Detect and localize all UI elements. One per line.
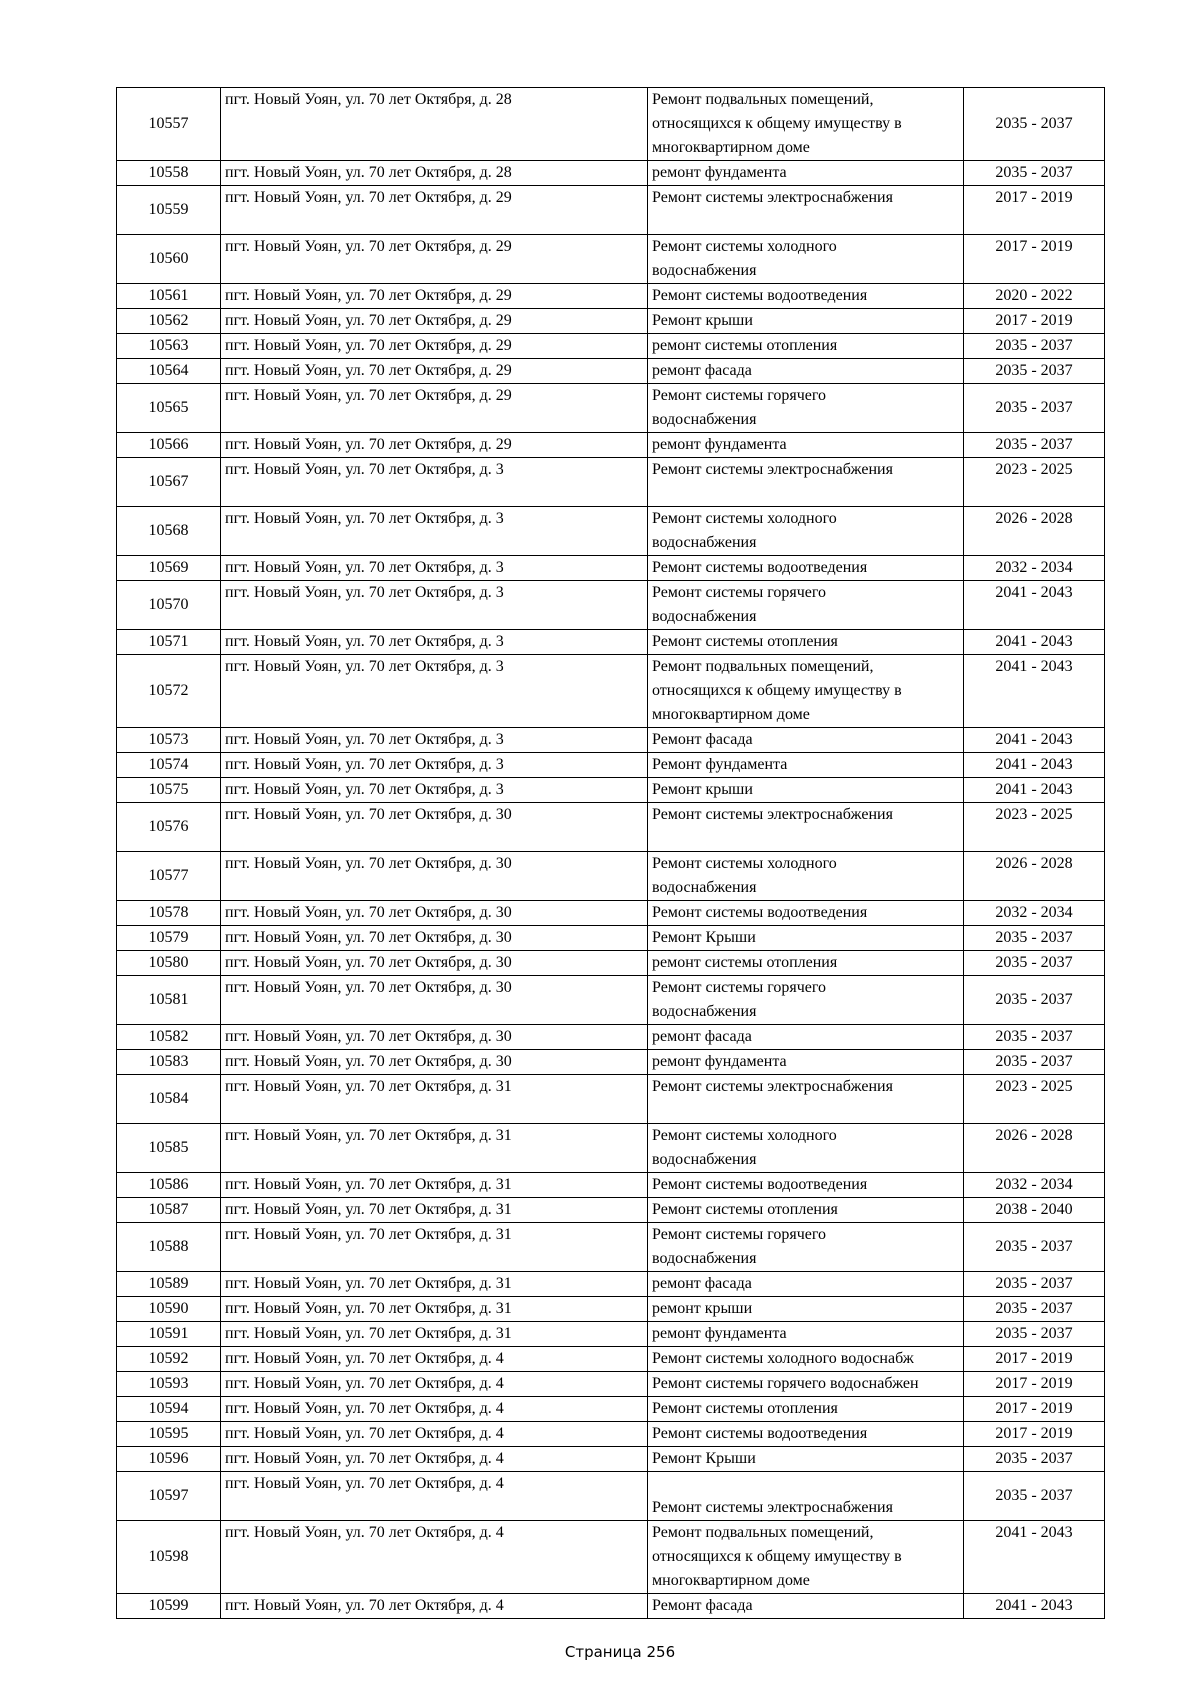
- period-cell: 2023 - 2025: [964, 803, 1105, 852]
- row-number-cell: 10599: [117, 1594, 221, 1619]
- row-number-cell: 10594: [117, 1397, 221, 1422]
- row-number-cell: 10576: [117, 803, 221, 852]
- table-row: [117, 284, 1105, 309]
- address-cell: пгт. Новый Уоян, ул. 70 лет Октября, д. 31: [221, 1075, 648, 1124]
- address-cell: пгт. Новый Уоян, ул. 70 лет Октября, д. 30: [221, 803, 648, 852]
- row-number-cell: 10587: [117, 1198, 221, 1223]
- period-cell: 2017 - 2019: [964, 1397, 1105, 1422]
- row-number-cell: 10581: [117, 976, 221, 1025]
- period-cell: 2017 - 2019: [964, 1422, 1105, 1447]
- table-row: [117, 753, 1105, 778]
- work-type-cell: ремонт крыши: [648, 1297, 964, 1322]
- period-cell: 2017 - 2019: [964, 1347, 1105, 1372]
- table-body: [117, 88, 1105, 1619]
- address-cell: пгт. Новый Уоян, ул. 70 лет Октября, д. 3: [221, 458, 648, 507]
- address-cell: пгт. Новый Уоян, ул. 70 лет Октября, д. 29: [221, 359, 648, 384]
- work-type-cell: Ремонт системы холодного водоснабж: [648, 1347, 964, 1372]
- address-cell: пгт. Новый Уоян, ул. 70 лет Октября, д. 29: [221, 284, 648, 309]
- period-cell: 2041 - 2043: [964, 728, 1105, 753]
- period-cell: 2032 - 2034: [964, 1173, 1105, 1198]
- row-number-cell: 10568: [117, 507, 221, 556]
- table-row: [117, 161, 1105, 186]
- row-number-cell: 10575: [117, 778, 221, 803]
- row-number-cell: 10565: [117, 384, 221, 433]
- work-type-cell: Ремонт системы холодного водоснабжения: [648, 1124, 964, 1173]
- address-cell: пгт. Новый Уоян, ул. 70 лет Октября, д. 30: [221, 951, 648, 976]
- address-cell: пгт. Новый Уоян, ул. 70 лет Октября, д. 31: [221, 1124, 648, 1173]
- period-cell: 2038 - 2040: [964, 1198, 1105, 1223]
- table-row: [117, 581, 1105, 630]
- work-type-cell: Ремонт подвальных помещений, относящихся к общему имуществу в многоквартирном доме: [648, 1521, 964, 1594]
- work-type-cell: Ремонт крыши: [648, 309, 964, 334]
- row-number-cell: 10558: [117, 161, 221, 186]
- period-cell: 2035 - 2037: [964, 334, 1105, 359]
- period-cell: 2035 - 2037: [964, 1472, 1105, 1521]
- row-number-cell: 10570: [117, 581, 221, 630]
- period-cell: 2017 - 2019: [964, 309, 1105, 334]
- period-cell: 2035 - 2037: [964, 433, 1105, 458]
- address-cell: пгт. Новый Уоян, ул. 70 лет Октября, д. 28: [221, 161, 648, 186]
- table-row: [117, 1397, 1105, 1422]
- row-number-cell: 10564: [117, 359, 221, 384]
- period-cell: 2041 - 2043: [964, 753, 1105, 778]
- table-row: [117, 1422, 1105, 1447]
- address-cell: пгт. Новый Уоян, ул. 70 лет Октября, д. 30: [221, 976, 648, 1025]
- period-cell: 2035 - 2037: [964, 1050, 1105, 1075]
- row-number-cell: 10585: [117, 1124, 221, 1173]
- work-type-cell: ремонт фундамента: [648, 433, 964, 458]
- work-type-cell: Ремонт системы водоотведения: [648, 556, 964, 581]
- work-type-cell: Ремонт фундамента: [648, 753, 964, 778]
- period-cell: 2035 - 2037: [964, 1447, 1105, 1472]
- table-row: [117, 88, 1105, 161]
- row-number-cell: 10559: [117, 186, 221, 235]
- page-number: Страница 256: [564, 1643, 676, 1661]
- period-cell: 2041 - 2043: [964, 581, 1105, 630]
- table-row: [117, 1472, 1105, 1521]
- period-cell: 2032 - 2034: [964, 556, 1105, 581]
- work-type-cell: ремонт системы отопления: [648, 951, 964, 976]
- work-type-cell: ремонт фундамента: [648, 161, 964, 186]
- address-cell: пгт. Новый Уоян, ул. 70 лет Октября, д. 3: [221, 778, 648, 803]
- address-cell: пгт. Новый Уоян, ул. 70 лет Октября, д. 29: [221, 235, 648, 284]
- address-cell: пгт. Новый Уоян, ул. 70 лет Октября, д. 30: [221, 1050, 648, 1075]
- table-row: [117, 1050, 1105, 1075]
- period-cell: 2026 - 2028: [964, 507, 1105, 556]
- table-row: [117, 556, 1105, 581]
- row-number-cell: 10557: [117, 88, 221, 161]
- row-number-cell: 10591: [117, 1322, 221, 1347]
- row-number-cell: 10597: [117, 1472, 221, 1521]
- address-cell: пгт. Новый Уоян, ул. 70 лет Октября, д. 4: [221, 1472, 648, 1521]
- row-number-cell: 10567: [117, 458, 221, 507]
- work-type-cell: Ремонт Крыши: [648, 1447, 964, 1472]
- table-row: [117, 901, 1105, 926]
- table-row: [117, 728, 1105, 753]
- work-type-cell: ремонт фасада: [648, 1272, 964, 1297]
- work-type-cell: Ремонт системы горячего водоснабжения: [648, 384, 964, 433]
- table-row: [117, 458, 1105, 507]
- period-cell: 2017 - 2019: [964, 1372, 1105, 1397]
- table-row: [117, 235, 1105, 284]
- row-number-cell: 10583: [117, 1050, 221, 1075]
- table-row: [117, 951, 1105, 976]
- work-type-cell: Ремонт системы горячего водоснабжения: [648, 976, 964, 1025]
- address-cell: пгт. Новый Уоян, ул. 70 лет Октября, д. 4: [221, 1397, 648, 1422]
- row-number-cell: 10561: [117, 284, 221, 309]
- address-cell: пгт. Новый Уоян, ул. 70 лет Октября, д. 3: [221, 753, 648, 778]
- table-row: [117, 1594, 1105, 1619]
- period-cell: 2041 - 2043: [964, 778, 1105, 803]
- period-cell: 2035 - 2037: [964, 1297, 1105, 1322]
- address-cell: пгт. Новый Уоян, ул. 70 лет Октября, д. 31: [221, 1322, 648, 1347]
- row-number-cell: 10569: [117, 556, 221, 581]
- work-type-cell: Ремонт системы электроснабжения: [648, 1472, 964, 1521]
- work-type-cell: Ремонт подвальных помещений, относящихся к общему имуществу в многоквартирном доме: [648, 88, 964, 161]
- address-cell: пгт. Новый Уоян, ул. 70 лет Октября, д. 30: [221, 852, 648, 901]
- address-cell: пгт. Новый Уоян, ул. 70 лет Октября, д. 3: [221, 556, 648, 581]
- table-row: [117, 1322, 1105, 1347]
- row-number-cell: 10566: [117, 433, 221, 458]
- table-row: [117, 630, 1105, 655]
- work-type-cell: Ремонт системы водоотведения: [648, 1173, 964, 1198]
- address-cell: пгт. Новый Уоян, ул. 70 лет Октября, д. 4: [221, 1447, 648, 1472]
- period-cell: 2023 - 2025: [964, 1075, 1105, 1124]
- table-row: [117, 803, 1105, 852]
- work-type-cell: Ремонт системы электроснабжения: [648, 1075, 964, 1124]
- table-row: [117, 1447, 1105, 1472]
- table-row: [117, 1173, 1105, 1198]
- address-cell: пгт. Новый Уоян, ул. 70 лет Октября, д. 29: [221, 433, 648, 458]
- period-cell: 2035 - 2037: [964, 1272, 1105, 1297]
- row-number-cell: 10563: [117, 334, 221, 359]
- address-cell: пгт. Новый Уоян, ул. 70 лет Октября, д. 31: [221, 1173, 648, 1198]
- address-cell: пгт. Новый Уоян, ул. 70 лет Октября, д. 31: [221, 1272, 648, 1297]
- table-row: [117, 1347, 1105, 1372]
- address-cell: пгт. Новый Уоян, ул. 70 лет Октября, д. 29: [221, 309, 648, 334]
- work-type-cell: Ремонт системы холодного водоснабжения: [648, 852, 964, 901]
- address-cell: пгт. Новый Уоян, ул. 70 лет Октября, д. 30: [221, 926, 648, 951]
- period-cell: 2041 - 2043: [964, 655, 1105, 728]
- address-cell: пгт. Новый Уоян, ул. 70 лет Октября, д. 29: [221, 384, 648, 433]
- table-row: [117, 778, 1105, 803]
- work-type-cell: ремонт фасада: [648, 1025, 964, 1050]
- period-cell: 2041 - 2043: [964, 630, 1105, 655]
- period-cell: 2035 - 2037: [964, 1322, 1105, 1347]
- work-type-cell: Ремонт крыши: [648, 778, 964, 803]
- table-row: [117, 1521, 1105, 1594]
- address-cell: пгт. Новый Уоян, ул. 70 лет Октября, д. 3: [221, 630, 648, 655]
- table-row: [117, 507, 1105, 556]
- work-type-cell: Ремонт системы отопления: [648, 1397, 964, 1422]
- period-cell: 2032 - 2034: [964, 901, 1105, 926]
- work-type-cell: ремонт фундамента: [648, 1322, 964, 1347]
- address-cell: пгт. Новый Уоян, ул. 70 лет Октября, д. 4: [221, 1347, 648, 1372]
- capital-repair-table: [116, 87, 1105, 1619]
- row-number-cell: 10578: [117, 901, 221, 926]
- address-cell: пгт. Новый Уоян, ул. 70 лет Октября, д. 3: [221, 581, 648, 630]
- period-cell: 2017 - 2019: [964, 235, 1105, 284]
- row-number-cell: 10598: [117, 1521, 221, 1594]
- table-row: [117, 1223, 1105, 1272]
- work-type-cell: ремонт фасада: [648, 359, 964, 384]
- period-cell: 2041 - 2043: [964, 1594, 1105, 1619]
- table-row: [117, 1075, 1105, 1124]
- work-type-cell: Ремонт системы электроснабжения: [648, 458, 964, 507]
- period-cell: 2035 - 2037: [964, 88, 1105, 161]
- period-cell: 2035 - 2037: [964, 926, 1105, 951]
- row-number-cell: 10589: [117, 1272, 221, 1297]
- work-type-cell: Ремонт системы водоотведения: [648, 284, 964, 309]
- table-row: [117, 1025, 1105, 1050]
- row-number-cell: 10593: [117, 1372, 221, 1397]
- row-number-cell: 10595: [117, 1422, 221, 1447]
- address-cell: пгт. Новый Уоян, ул. 70 лет Октября, д. 3: [221, 655, 648, 728]
- row-number-cell: 10573: [117, 728, 221, 753]
- period-cell: 2035 - 2037: [964, 384, 1105, 433]
- work-type-cell: Ремонт системы отопления: [648, 630, 964, 655]
- table-row: [117, 186, 1105, 235]
- work-type-cell: Ремонт системы горячего водоснабжения: [648, 581, 964, 630]
- work-type-cell: Ремонт системы отопления: [648, 1198, 964, 1223]
- address-cell: пгт. Новый Уоян, ул. 70 лет Октября, д. 4: [221, 1521, 648, 1594]
- period-cell: 2020 - 2022: [964, 284, 1105, 309]
- table-row: [117, 926, 1105, 951]
- row-number-cell: 10586: [117, 1173, 221, 1198]
- row-number-cell: 10590: [117, 1297, 221, 1322]
- work-type-cell: Ремонт системы холодного водоснабжения: [648, 507, 964, 556]
- address-cell: пгт. Новый Уоян, ул. 70 лет Октября, д. 4: [221, 1422, 648, 1447]
- table-row: [117, 309, 1105, 334]
- address-cell: пгт. Новый Уоян, ул. 70 лет Октября, д. 3: [221, 507, 648, 556]
- row-number-cell: 10596: [117, 1447, 221, 1472]
- table-row: [117, 1372, 1105, 1397]
- period-cell: 2035 - 2037: [964, 359, 1105, 384]
- period-cell: 2035 - 2037: [964, 161, 1105, 186]
- row-number-cell: 10580: [117, 951, 221, 976]
- row-number-cell: 10579: [117, 926, 221, 951]
- row-number-cell: 10560: [117, 235, 221, 284]
- table-row: [117, 1297, 1105, 1322]
- row-number-cell: 10588: [117, 1223, 221, 1272]
- period-cell: 2035 - 2037: [964, 1223, 1105, 1272]
- row-number-cell: 10571: [117, 630, 221, 655]
- period-cell: 2035 - 2037: [964, 951, 1105, 976]
- table-row: [117, 433, 1105, 458]
- work-type-cell: Ремонт системы водоотведения: [648, 1422, 964, 1447]
- work-type-cell: Ремонт системы холодного водоснабжения: [648, 235, 964, 284]
- work-type-cell: Ремонт системы электроснабжения: [648, 803, 964, 852]
- table-row: [117, 384, 1105, 433]
- period-cell: 2026 - 2028: [964, 1124, 1105, 1173]
- address-cell: пгт. Новый Уоян, ул. 70 лет Октября, д. 31: [221, 1198, 648, 1223]
- row-number-cell: 10574: [117, 753, 221, 778]
- row-number-cell: 10584: [117, 1075, 221, 1124]
- address-cell: пгт. Новый Уоян, ул. 70 лет Октября, д. 30: [221, 901, 648, 926]
- address-cell: пгт. Новый Уоян, ул. 70 лет Октября, д. 4: [221, 1594, 648, 1619]
- row-number-cell: 10562: [117, 309, 221, 334]
- period-cell: 2035 - 2037: [964, 1025, 1105, 1050]
- period-cell: 2035 - 2037: [964, 976, 1105, 1025]
- period-cell: 2017 - 2019: [964, 186, 1105, 235]
- row-number-cell: 10577: [117, 852, 221, 901]
- work-type-cell: Ремонт фасада: [648, 728, 964, 753]
- table-row: [117, 1198, 1105, 1223]
- row-number-cell: 10572: [117, 655, 221, 728]
- row-number-cell: 10592: [117, 1347, 221, 1372]
- address-cell: пгт. Новый Уоян, ул. 70 лет Октября, д. 31: [221, 1297, 648, 1322]
- table-row: [117, 976, 1105, 1025]
- address-cell: пгт. Новый Уоян, ул. 70 лет Октября, д. 29: [221, 186, 648, 235]
- address-cell: пгт. Новый Уоян, ул. 70 лет Октября, д. 30: [221, 1025, 648, 1050]
- table-row: [117, 359, 1105, 384]
- work-type-cell: Ремонт подвальных помещений, относящихся к общему имуществу в многоквартирном доме: [648, 655, 964, 728]
- work-type-cell: Ремонт системы электроснабжения: [648, 186, 964, 235]
- address-cell: пгт. Новый Уоян, ул. 70 лет Октября, д. 3: [221, 728, 648, 753]
- work-type-cell: ремонт системы отопления: [648, 334, 964, 359]
- work-type-cell: Ремонт фасада: [648, 1594, 964, 1619]
- address-cell: пгт. Новый Уоян, ул. 70 лет Октября, д. 28: [221, 88, 648, 161]
- address-cell: пгт. Новый Уоян, ул. 70 лет Октября, д. 31: [221, 1223, 648, 1272]
- table-row: [117, 334, 1105, 359]
- work-type-cell: Ремонт системы горячего водоснабжения: [648, 1223, 964, 1272]
- period-cell: 2026 - 2028: [964, 852, 1105, 901]
- address-cell: пгт. Новый Уоян, ул. 70 лет Октября, д. 29: [221, 334, 648, 359]
- table-row: [117, 1272, 1105, 1297]
- table-row: [117, 655, 1105, 728]
- period-cell: 2023 - 2025: [964, 458, 1105, 507]
- work-type-cell: Ремонт системы горячего водоснабжен: [648, 1372, 964, 1397]
- period-cell: 2041 - 2043: [964, 1521, 1105, 1594]
- work-type-cell: Ремонт Крыши: [648, 926, 964, 951]
- row-number-cell: 10582: [117, 1025, 221, 1050]
- work-type-cell: ремонт фундамента: [648, 1050, 964, 1075]
- table-row: [117, 852, 1105, 901]
- table-row: [117, 1124, 1105, 1173]
- address-cell: пгт. Новый Уоян, ул. 70 лет Октября, д. 4: [221, 1372, 648, 1397]
- work-type-cell: Ремонт системы водоотведения: [648, 901, 964, 926]
